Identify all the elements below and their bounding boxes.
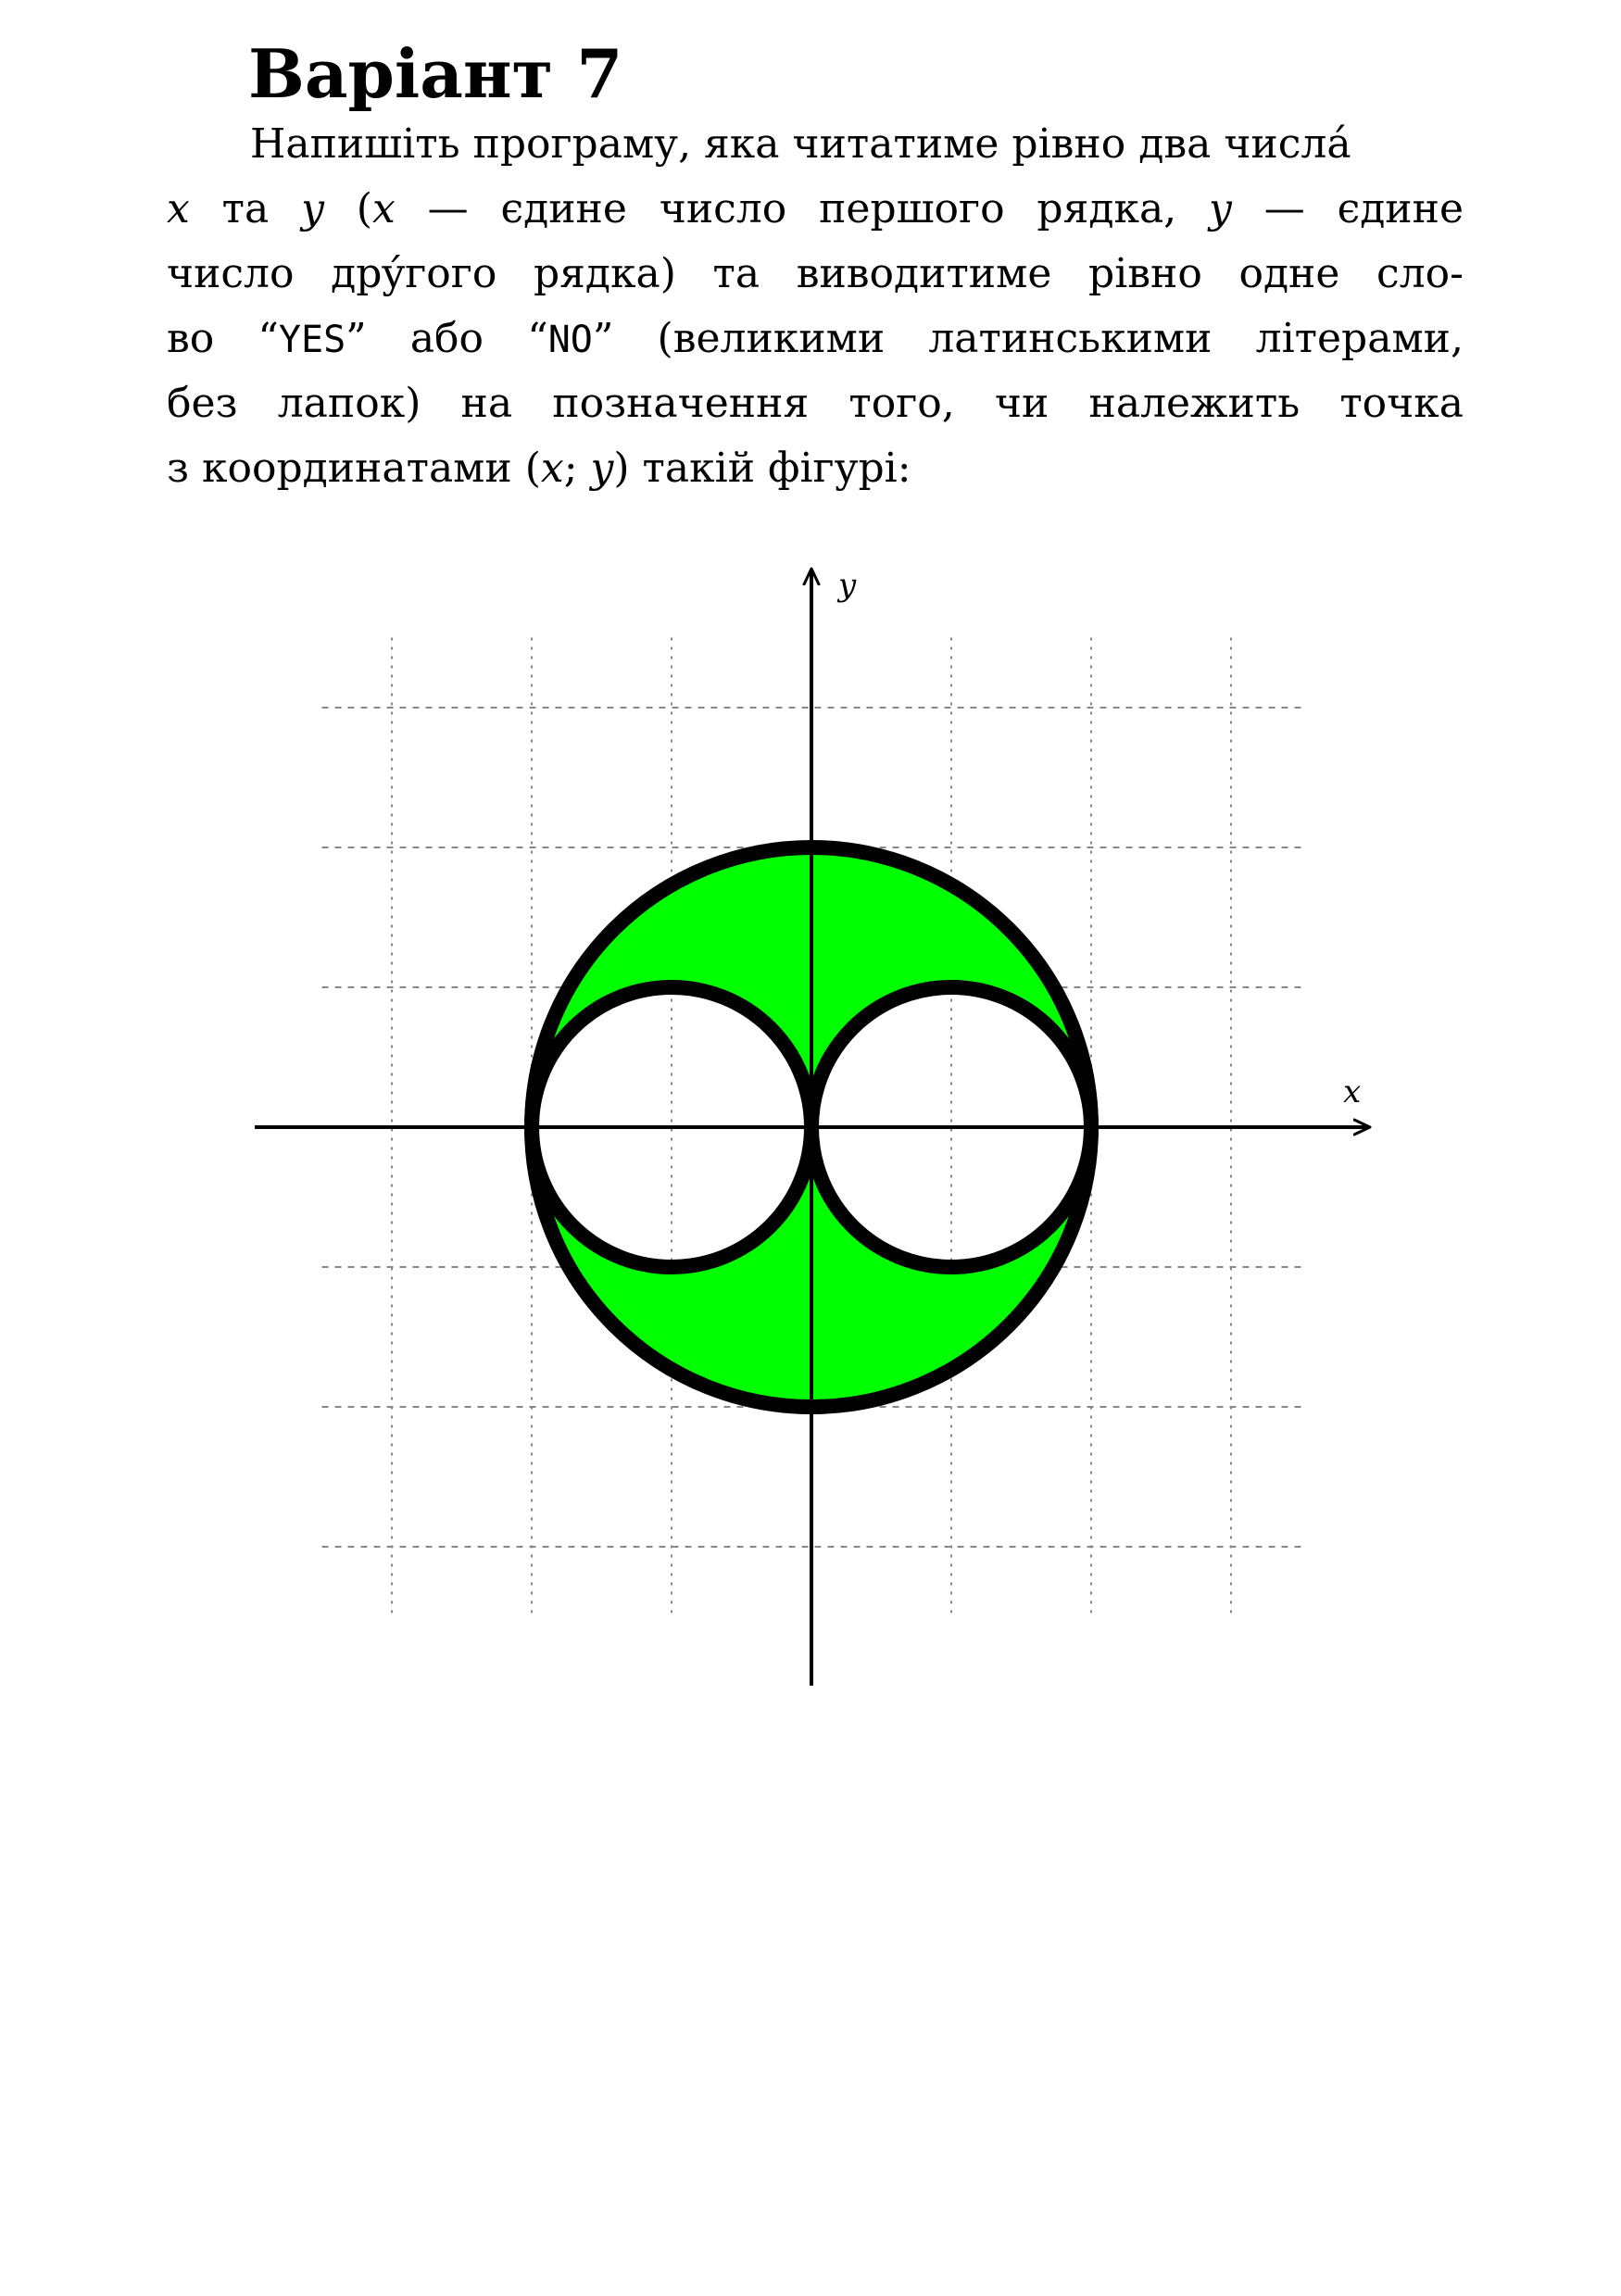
text-fragment: число дрýгого рядка) та виводитиме рівно одне сло-: [167, 250, 1464, 297]
shaded-region: [532, 847, 1091, 1407]
text-fragment: Напишіть програму, яка читатиме рівно два числá: [250, 120, 1351, 168]
code-no: NO: [547, 319, 593, 361]
math-variable-x: x: [540, 445, 564, 492]
math-variable-x: x: [371, 185, 396, 232]
inner-circle-right-outline: [811, 987, 1091, 1267]
y-axis-label: y: [838, 567, 857, 604]
x-axis-label: x: [1343, 1073, 1362, 1110]
text-fragment: ” або “: [346, 315, 548, 362]
math-variable-y: y: [590, 445, 614, 492]
text-fragment: ) такій фігурі:: [613, 445, 911, 492]
grid: [322, 638, 1301, 1617]
statement-line: [167, 436, 1464, 501]
inner-circle-left-outline: [532, 987, 811, 1267]
text-fragment: — єдине число першого рядка,: [395, 185, 1210, 232]
outer-circle-outline: [532, 847, 1091, 1407]
page-title: Варіант 7: [248, 34, 623, 113]
text-fragment: без лапок) на позначення того, чи належить точка: [167, 380, 1464, 427]
statement-line: [167, 112, 1464, 177]
text-fragment: — єдине: [1231, 185, 1464, 232]
text-fragment: ” (великими латинськими літерами,: [592, 315, 1464, 362]
math-variable-y: y: [1209, 185, 1232, 232]
text-fragment: з координатами (: [167, 445, 541, 492]
text-fragment: та: [189, 185, 302, 232]
statement-line: [167, 307, 1464, 371]
math-variable-x: x: [167, 185, 190, 232]
statement-line: [167, 242, 1464, 307]
statement-line: [167, 371, 1464, 436]
math-variable-y: y: [301, 185, 324, 232]
text-fragment: во “: [167, 315, 279, 362]
statement-line: [167, 177, 1464, 242]
problem-statement: [167, 112, 1464, 501]
code-yes: YES: [278, 319, 346, 361]
text-fragment: (: [323, 185, 372, 232]
text-fragment: ;: [563, 445, 591, 492]
